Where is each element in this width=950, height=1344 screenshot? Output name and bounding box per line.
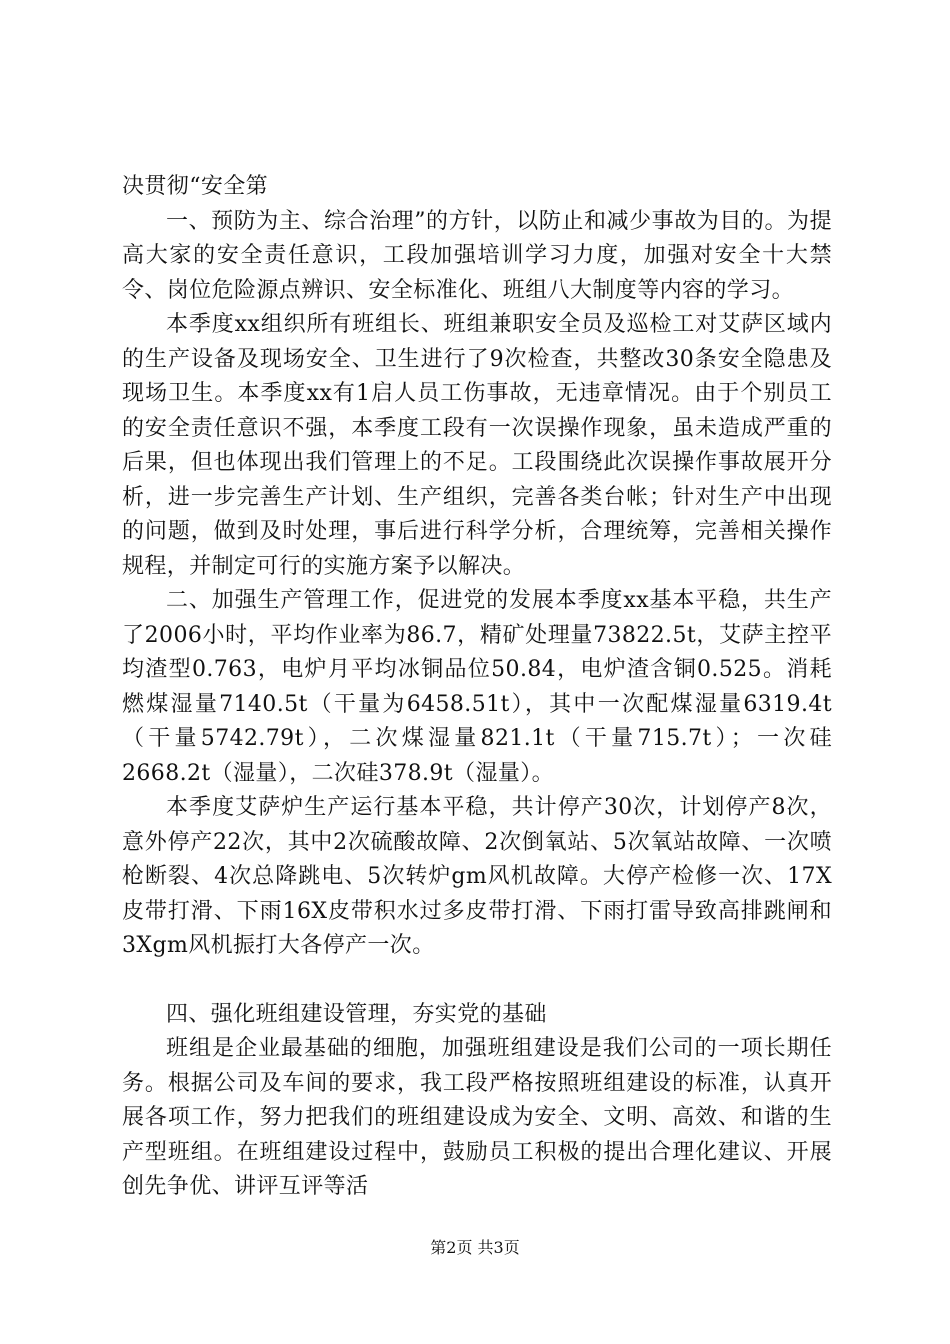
paragraph-safety-policy: 一、预防为主、综合治理”的方针，以防止和减少事故为目的。为提高大家的安全责任意识，工段加强培训学习力度，加强对安全十大禁令、岗位危险源点辨识、安全标准化、班组八大制度等内容的学习。 [122,208,832,303]
page-number-label: 第2页 共3页 [430,1238,520,1257]
paragraph-fragment-opening: 决贯彻“安全第 [122,174,269,199]
section-heading-team-building: 四、强化班组建设管理，夯实党的基础 [166,1001,547,1027]
paragraph-spacer [122,964,832,998]
page-footer [0,1238,950,1258]
paragraph-safety-inspection: 本季度xx组织所有班组长、班组兼职安全员及巡检工对艾萨区域内的生产设备及现场安全、卫生进行了9次检查，共整改30条安全隐患及现场卫生。本季度xx有1启人员工伤事故，无违章情况。由于个别员工的安全责任意识不强，本季度工段有一次误操作现象，虽未造成严重的后果，但也体现出我们管理上的不足。工段围绕此次误操作事故展开分析，进一步完善生产计划、生产组织，完善各类台帐；针对生产中出现的问题，做到及时处理，事后进行科学分析，合理统筹，完善相关操作规程，并制定可行的实施方案予以解决。 [122,312,832,579]
paragraph-team-building: 班组是企业最基础的细胞，加强班组建设是我们公司的一项长期任务。根据公司及车间的要求，我工段严格按照班组建设的标准，认真开展各项工作，努力把我们的班组建设成为安全、文明、高效、和谐的生产型班组。在班组建设过程中，鼓励员工积极的提出合理化建议、开展创先争优、讲评互评等活 [122,1036,832,1199]
document-body [122,170,832,1205]
paragraph-production-management: 二、加强生产管理工作，促进党的发展本季度xx基本平稳，共生产了2006小时，平均作业率为86.7，精矿处理量73822.5t，艾萨主控平均渣型0.763，电炉月平均冰铜品位50.84，电炉渣含铜0.525。消耗燃煤湿量7140.5t（干量为6458.51t），其中一次配煤湿量6319.4t（干量5742.79t），二次煤湿量821.1t（干量715.7t）；一次硅2668.2t（湿量），二次硅378.9t（湿量）。 [122,588,832,786]
paragraph-furnace-operation: 本季度艾萨炉生产运行基本平稳，共计停产30次，计划停产8次，意外停产22次，其中2次硫酸故障、2次倒氧站、5次氧站故障、一次喷枪断裂、4次总降跳电、5次转炉gm风机故障。大停产检修一次、17X皮带打滑、下雨16X皮带积水过多皮带打滑、下雨打雷导致高排跳闸和3Xgm风机振打大各停产一次。 [122,795,832,958]
